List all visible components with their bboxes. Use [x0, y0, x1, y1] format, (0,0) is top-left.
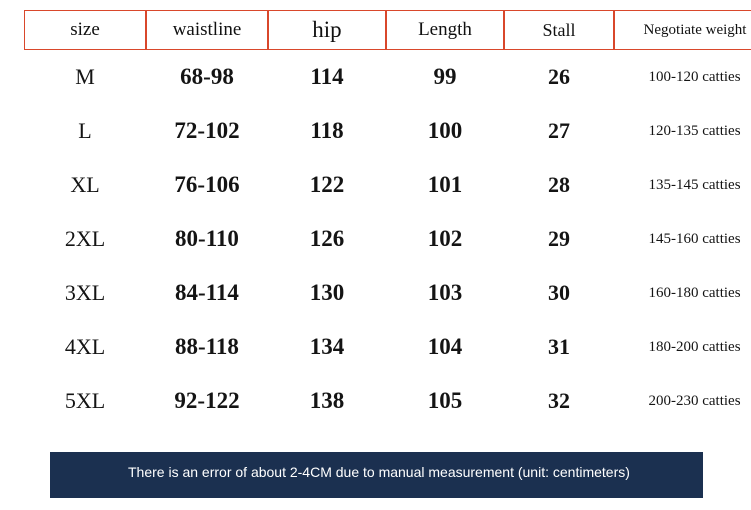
cell-stall: 32 [548, 388, 570, 413]
cell-waistline: 80-110 [175, 226, 239, 251]
cell-length: 99 [433, 64, 457, 89]
cell-weight: 145-160 catties [648, 230, 741, 247]
cell-stall: 31 [548, 334, 570, 359]
cell-stall: 29 [548, 226, 570, 251]
cell-waistline: 68-98 [180, 64, 234, 89]
cell-hip: 118 [310, 118, 344, 143]
cell-weight: 135-145 catties [648, 176, 741, 193]
header-row [24, 10, 751, 50]
table-row [24, 50, 751, 104]
size-table-header [24, 10, 751, 50]
cell-size: M [75, 64, 95, 89]
cell-length: 103 [427, 280, 463, 305]
cell-size: 3XL [64, 280, 106, 305]
cell-length: 101 [427, 172, 463, 197]
cell-weight: 200-230 catties [648, 392, 741, 409]
cell-hip: 134 [309, 334, 345, 359]
cell-length: 105 [427, 388, 463, 413]
size-table-body [24, 50, 751, 428]
cell-hip: 122 [309, 172, 345, 197]
column-header-waistline: waistline [146, 10, 268, 50]
cell-length: 104 [427, 334, 463, 359]
cell-waistline: 88-118 [175, 334, 239, 359]
cell-waistline: 72-102 [174, 118, 240, 143]
cell-weight: 120-135 catties [648, 122, 741, 139]
cell-stall: 27 [548, 118, 570, 143]
measurement-note: There is an error of about 2-4CM due to manual measurement (unit: centimeters) [50, 452, 703, 498]
cell-hip: 114 [310, 64, 344, 89]
cell-hip: 130 [309, 280, 345, 305]
cell-weight: 180-200 catties [648, 338, 741, 355]
column-header-length: Length [386, 10, 504, 50]
cell-stall: 30 [548, 280, 570, 305]
cell-length: 102 [427, 226, 463, 251]
cell-waistline: 76-106 [174, 172, 240, 197]
cell-waistline: 92-122 [174, 388, 240, 413]
cell-weight: 100-120 catties [648, 68, 741, 85]
table-row [24, 320, 751, 374]
cell-size: L [78, 118, 92, 143]
table-row [24, 212, 751, 266]
column-header-weight: Negotiate weight [614, 10, 751, 50]
cell-length: 100 [427, 118, 463, 143]
cell-hip: 138 [309, 388, 345, 413]
cell-waistline: 84-114 [175, 280, 239, 305]
cell-size: XL [70, 172, 100, 197]
size-table [24, 10, 751, 428]
column-header-hip: hip [268, 10, 386, 50]
table-row [24, 104, 751, 158]
cell-size: 4XL [64, 334, 106, 359]
cell-weight: 160-180 catties [648, 284, 741, 301]
cell-size: 2XL [64, 226, 106, 251]
cell-hip: 126 [309, 226, 345, 251]
cell-stall: 28 [548, 172, 570, 197]
table-row [24, 266, 751, 320]
table-row [24, 374, 751, 428]
column-header-size: size [24, 10, 146, 50]
table-row [24, 158, 751, 212]
cell-size: 5XL [64, 388, 106, 413]
cell-stall: 26 [548, 64, 570, 89]
column-header-stall: Stall [504, 10, 614, 50]
